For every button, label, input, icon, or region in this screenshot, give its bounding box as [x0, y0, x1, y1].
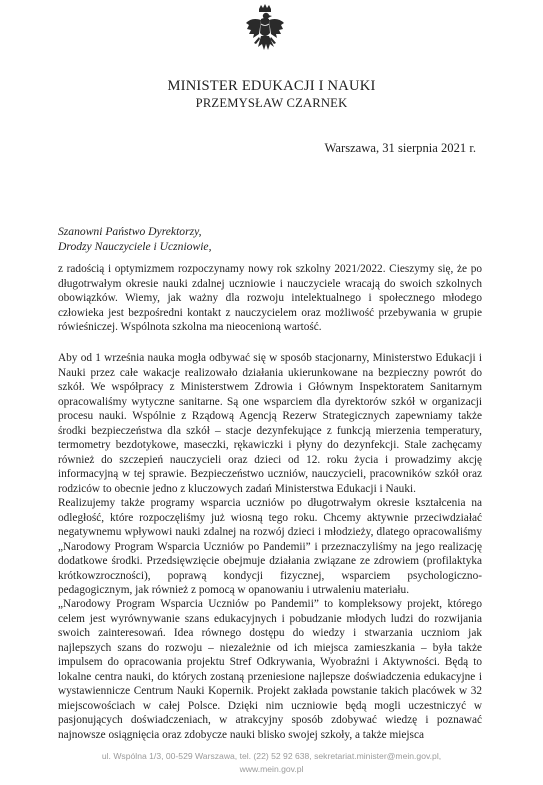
- minister-name: PRZEMYSŁAW CZARNEK: [195, 96, 348, 110]
- paragraph-3: Realizujemy także programy wsparcia uczniów po długotrwałym okresie kształcenia na odległość, które rozpoczęliśmy już wiosną tego roku. Chcemy aktywnie przeciwdziałać negatywnemu wpływowi nauki zdalnej na rozwój dzieci i młodzieży, dlatego opracowaliśmy „Narodowy Program Wsparcia Uczniów po Pandemii” i przeznaczyliśmy na jego realizację dodatkowe środki. Przedsięwzięcie obejmuje działania związane ze zdrowiem (profilaktyka krótkowzroczności), poprawą kondycji fizycznej, wsparciem psychologiczno-pedagogicznym, jak również z pomocą w opanowaniu i utrwaleniu materiału.: [58, 497, 482, 596]
- footer-website: www.mein.gov.pl: [239, 764, 304, 774]
- letter-date: Warszawa, 31 sierpnia 2021 r.: [324, 141, 476, 155]
- footer-address: ul. Wspólna 1/3, 00-529 Warszawa, tel. (22) 52 92 638, sekretariat.minister@mein.gov.pl,: [101, 751, 442, 761]
- paragraph-4: „Narodowy Program Wsparcia Uczniów po Pandemii” to kompleksowy projekt, którego celem jest wyrównywanie szans edukacyjnych i pobudzanie młodych ludzi do rozwijania swoich zainteresowań. Idea równego dostępu do wiedzy i stwarzania uczniom jak najlepszych szans do rozwoju – niezależnie od ich miejsca zamieszkania – była także impulsem do opracowania projektu Stref Odkrywania, Wyobraźni i Aktywności. Będą to lokalne centra nauki, do których zostaną przeniesione najlepsze doświadczenia edukacyjne i wystawiennicze Centrum Nauki Kopernik. Projekt zakłada powstanie takich placówek w 32 miejscowościach w całej Polsce. Dzięki nim uczniowie będą mogli uczestniczyć w pasjonujących doświadczeniach, w atrakcyjny sposób zdobywać wiedzę i poznawać najnowsze osiągnięcia oraz zdobycze nauki blisko swojej szkoły, a także miejsca: [58, 598, 482, 741]
- paragraph-2: Aby od 1 września nauka mogła odbywać się w sposób stacjonarny, Ministerstwo Edukacji i Nauki przez całe wakacje realizowało działania ukierunkowane na bezpieczny powrót do szkół. We współpracy z Ministerstwem Zdrowia i Głównym Inspektoratem Sanitarnym opracowaliśmy wytyczne sanitarne. Są one wsparciem dla dyrektorów szkół w organizacji procesu nauki. Wspólnie z Rządową Agencją Rezerw Strategicznych zapewniamy także środki bezpieczeństwa dla szkół – stacje dezynfekujące z funkcją mierzenia temperatury, termometry bezdotykowe, maseczki, rękawiczki i płyny do dezynfekcji. Stale zachęcamy również do szczepień nauczycieli oraz dzieci od 12. roku życia i prowadzimy akcję informacyjną w tej sprawie. Bezpieczeństwo uczniów, nauczycieli, pracowników szkół oraz rodziców to obecnie jedno z kluczowych zadań Ministerstwa Edukacji i Nauki.: [58, 352, 482, 495]
- salutation: [58, 225, 211, 254]
- salutation-line-1: Szanowni Państwo Dyrektorzy,: [58, 225, 202, 238]
- salutation-line-2: Drodzy Nauczyciele i Uczniowie,: [58, 239, 212, 253]
- minister-title: MINISTER EDUKACJI I NAUKI: [167, 78, 376, 94]
- polish-eagle-emblem: [244, 3, 286, 59]
- paragraph-1: z radością i optymizmem rozpoczynamy nowy rok szkolny 2021/2022. Cieszymy się, że po długotrwałym okresie nauki zdalnej uczniowie i nauczyciele wracają do swoich szkolnych obowiązków. Wiemy, jak ważny dla rozwoju intelektualnego i społecznego młodego człowieka jest bezpośredni kontakt z nauczycielem oraz możliwość przebywania w grupie rówieśniczej. Wspólnota szkolna ma nieocenioną wartość.: [58, 263, 482, 333]
